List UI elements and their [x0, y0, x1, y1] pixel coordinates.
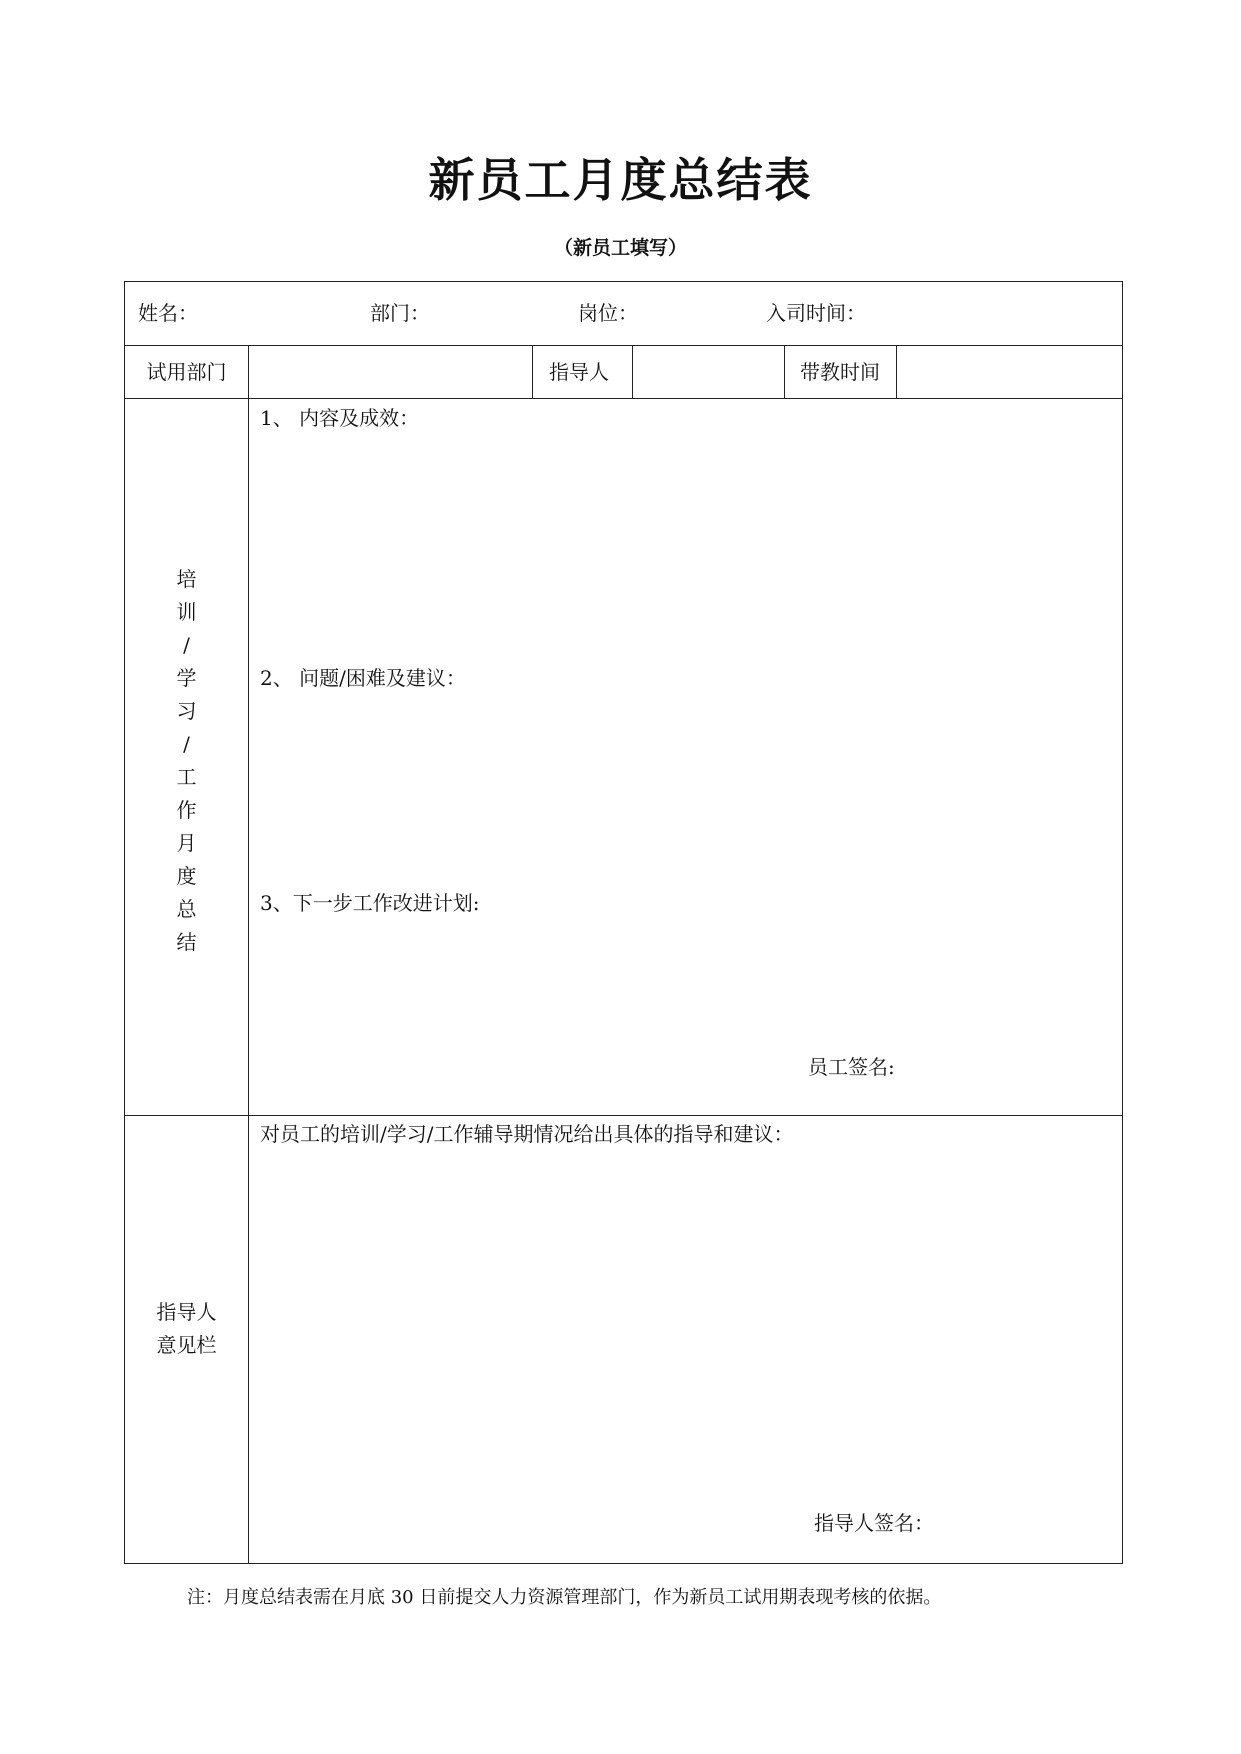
summary-label-char: 训 — [176, 600, 197, 624]
summary-label-char: 作 — [176, 798, 197, 822]
employee-signature-label: 员工签名: — [808, 1055, 895, 1079]
column-divider — [248, 345, 249, 398]
summary-label-char: 结 — [176, 930, 197, 954]
summary-label-char: 月 — [176, 831, 197, 855]
footnote: 注：月度总结表需在月底 30 日前提交人力资源管理部门，作为新员工试用期表现考核的依据。 — [187, 1587, 942, 1608]
summary-label-char: 总 — [176, 897, 197, 921]
summary-label-char: 培 — [176, 567, 197, 591]
coaching-time-label: 带教时间 — [800, 360, 880, 384]
summary-label-char: 度 — [176, 864, 197, 888]
next-step-plan-heading: 3、下一步工作改进计划: — [260, 891, 480, 915]
trial-department-label: 试用部门 — [146, 360, 227, 384]
department-label: 部门： — [370, 301, 430, 325]
mentor-label-line: 意见栏 — [156, 1333, 217, 1357]
problems-suggestions-heading: 2、 问题/困难及建议： — [260, 666, 466, 690]
summary-form-table — [124, 281, 1123, 1564]
summary-section-label — [125, 563, 248, 959]
column-divider — [784, 345, 785, 398]
mentor-label-line: 指导人 — [156, 1300, 217, 1324]
summary-label-char: / — [183, 633, 190, 657]
position-label: 岗位： — [578, 301, 638, 325]
column-divider — [632, 345, 633, 398]
column-divider — [896, 345, 897, 398]
section-column-divider — [248, 398, 249, 1563]
row-divider — [125, 398, 1122, 399]
row-divider — [125, 1115, 1122, 1116]
form-subtitle: （新员工填写） — [553, 237, 687, 259]
row-divider — [125, 345, 1122, 346]
content-results-heading: 1、 内容及成效： — [260, 406, 420, 430]
summary-label-char: 工 — [176, 765, 197, 789]
mentor-label: 指导人 — [549, 360, 609, 384]
summary-label-char: 学 — [176, 666, 197, 690]
mentor-signature-label: 指导人签名： — [814, 1511, 934, 1535]
column-divider — [532, 345, 533, 398]
summary-label-char: / — [183, 732, 190, 756]
form-title: 新员工月度总结表 — [428, 153, 813, 207]
entry-time-label: 入司时间： — [766, 301, 866, 325]
mentor-section-label — [125, 1296, 248, 1362]
name-label: 姓名： — [138, 301, 198, 325]
summary-label-char: 习 — [176, 699, 197, 723]
mentor-guidance-prompt: 对员工的培训/学习/工作辅导期情况给出具体的指导和建议： — [260, 1122, 794, 1146]
